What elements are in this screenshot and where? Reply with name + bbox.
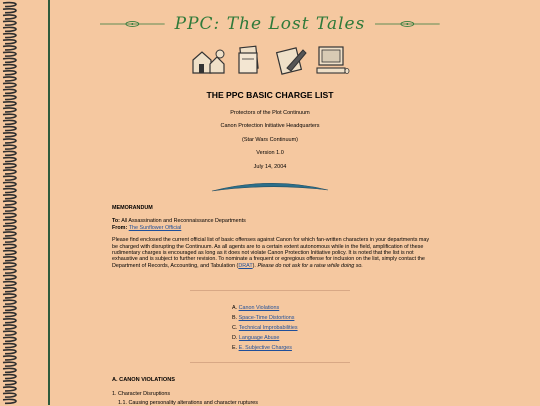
binding-ring	[3, 238, 16, 242]
version-text: Version 1.0	[256, 150, 284, 157]
memo-body-text: Please find enclosed the current official list of basic offenses against Canon for which fan-written characters in your departments may be charged with disrupting the Continuum. As all agents are to a certain extent autonomous while in the field, amplification of these rudimentary charges is encouraged as long as it does not violate Canon Protection Initiative policy. It is noted that the list is not exhaustive and is subject to further revision. To nominate a frequent or egregious offense for inclusion on the list, simply contact the Department of Records, Accounting, and Tabulation (	[112, 237, 430, 269]
memo-from-link[interactable]: The Sunflower Official	[128, 224, 182, 231]
swoosh-divider-icon	[210, 180, 330, 194]
books-icon	[231, 44, 267, 76]
binding-ring	[3, 58, 16, 62]
binding-ring	[3, 108, 16, 112]
binding-ring	[3, 306, 16, 310]
toc-prefix: C.	[232, 325, 238, 331]
binding-ring	[3, 176, 16, 180]
binding-ring	[3, 393, 16, 397]
binding-ring	[3, 381, 16, 385]
binding-ring	[3, 96, 16, 100]
memo-body-italic: Please do not ask for a raise while doing so.	[257, 262, 363, 269]
binding-ring	[3, 40, 16, 44]
binding-ring	[3, 220, 16, 224]
toc-prefix: B.	[232, 315, 238, 321]
binding-ring	[3, 387, 16, 391]
binding-ring	[3, 207, 16, 211]
binding-ring	[3, 350, 16, 354]
binding-ring	[3, 133, 16, 137]
binding-ring	[3, 251, 16, 255]
binding-ring	[3, 232, 16, 236]
binding-ring	[3, 158, 16, 162]
date-text: July 14, 2004	[253, 163, 287, 170]
binding-ring	[3, 288, 16, 292]
memo-body	[112, 237, 430, 269]
page-spine-line	[48, 0, 50, 405]
binding-ring	[3, 3, 16, 7]
spiral-binding	[0, 0, 22, 405]
nav-computer-link[interactable]	[314, 44, 350, 76]
binding-ring	[3, 368, 16, 372]
binding-ring	[3, 362, 16, 366]
binding-ring	[3, 244, 16, 248]
section-heading-canon: A. CANON VIOLATIONS	[112, 377, 175, 383]
binding-ring	[3, 399, 16, 403]
toc-link-subjective[interactable]: E. Subjective Charges	[238, 345, 292, 351]
toc-prefix: E.	[232, 345, 238, 351]
nav-stories-link[interactable]	[231, 44, 267, 76]
quill-icon	[273, 44, 309, 76]
table-of-contents	[232, 303, 298, 353]
memo-from-line	[112, 225, 430, 231]
site-title: PPC: The Lost Tales	[174, 14, 366, 34]
memo-to-value: All Assassination and Reconnaissance Departments	[121, 218, 246, 225]
toc-item	[232, 313, 298, 323]
binding-ring	[3, 356, 16, 360]
binding-ring	[3, 257, 16, 261]
site-banner	[100, 12, 440, 36]
binding-ring	[3, 195, 16, 199]
subsection-heading: 1. Character Disruptions	[112, 391, 171, 397]
binding-ring	[3, 213, 16, 217]
binding-ring	[3, 83, 16, 87]
memo-body-text-2: ).	[252, 262, 258, 269]
page-title: THE PPC BASIC CHARGE LIST	[206, 90, 334, 100]
binding-ring	[3, 34, 16, 38]
binding-ring	[3, 102, 16, 106]
nav-icon-bar	[190, 44, 350, 76]
memo-from-label: From:	[112, 224, 128, 231]
binding-ring	[3, 182, 16, 186]
org-name: Protectors of the Plot Continuum	[230, 110, 310, 116]
toc-link-space-time[interactable]: Space-Time Distortions	[238, 315, 295, 321]
divider-line-2	[190, 362, 350, 363]
toc-item	[232, 343, 298, 353]
toc-link-technical[interactable]: Technical Improbabilities	[238, 325, 298, 331]
right-flourish-icon	[375, 19, 440, 29]
binding-ring	[3, 189, 16, 193]
toc-item	[232, 303, 298, 313]
subsection-item: 1.1. Causing personality alterations and character ruptures	[118, 400, 258, 406]
binding-ring	[3, 344, 16, 348]
binding-ring	[3, 319, 16, 323]
binding-ring	[3, 139, 16, 143]
binding-ring	[3, 52, 16, 56]
nav-home-link[interactable]	[190, 44, 226, 76]
binding-ring	[3, 127, 16, 131]
binding-ring	[3, 313, 16, 317]
binding-ring	[3, 114, 16, 118]
toc-link-canon-violations[interactable]: Canon Violations	[238, 305, 280, 311]
binding-ring	[3, 77, 16, 81]
toc-link-language[interactable]: Language Abuse	[238, 335, 280, 341]
binding-ring	[3, 71, 16, 75]
binding-ring	[3, 331, 16, 335]
house-icon	[190, 44, 226, 76]
memorandum	[112, 205, 430, 269]
toc-item	[232, 323, 298, 333]
binding-ring	[3, 337, 16, 341]
binding-ring	[3, 46, 16, 50]
binding-ring	[3, 120, 16, 124]
computer-icon	[314, 44, 350, 76]
binding-ring	[3, 263, 16, 267]
binding-ring	[3, 170, 16, 174]
divider-line	[190, 290, 350, 291]
drat-link[interactable]: DRAT	[238, 262, 253, 269]
nav-writing-link[interactable]	[273, 44, 309, 76]
department-name: Canon Protection Initiative Headquarters	[220, 123, 320, 130]
binding-ring	[3, 294, 16, 298]
binding-ring	[3, 226, 16, 230]
binding-ring	[3, 145, 16, 149]
binding-ring	[3, 27, 16, 31]
binding-ring	[3, 151, 16, 155]
binding-ring	[3, 89, 16, 93]
binding-ring	[3, 375, 16, 379]
toc-prefix: A.	[232, 305, 238, 311]
toc-prefix: D.	[232, 335, 238, 341]
binding-ring	[3, 325, 16, 329]
spiral-binding-icon	[0, 0, 22, 405]
toc-item	[232, 333, 298, 343]
binding-ring	[3, 65, 16, 69]
binding-ring	[3, 275, 16, 279]
binding-ring	[3, 201, 16, 205]
binding-ring	[3, 300, 16, 304]
binding-ring	[3, 164, 16, 168]
continuum-name: (Star Wars Continuum)	[241, 136, 299, 143]
binding-ring	[3, 269, 16, 273]
memo-to-label: To:	[112, 218, 120, 225]
binding-ring	[3, 15, 16, 19]
binding-ring	[3, 9, 16, 13]
document-header	[112, 90, 428, 177]
binding-ring	[3, 282, 16, 286]
memo-heading: MEMORANDUM	[112, 205, 153, 211]
binding-ring	[3, 21, 16, 25]
left-flourish-icon	[100, 19, 165, 29]
